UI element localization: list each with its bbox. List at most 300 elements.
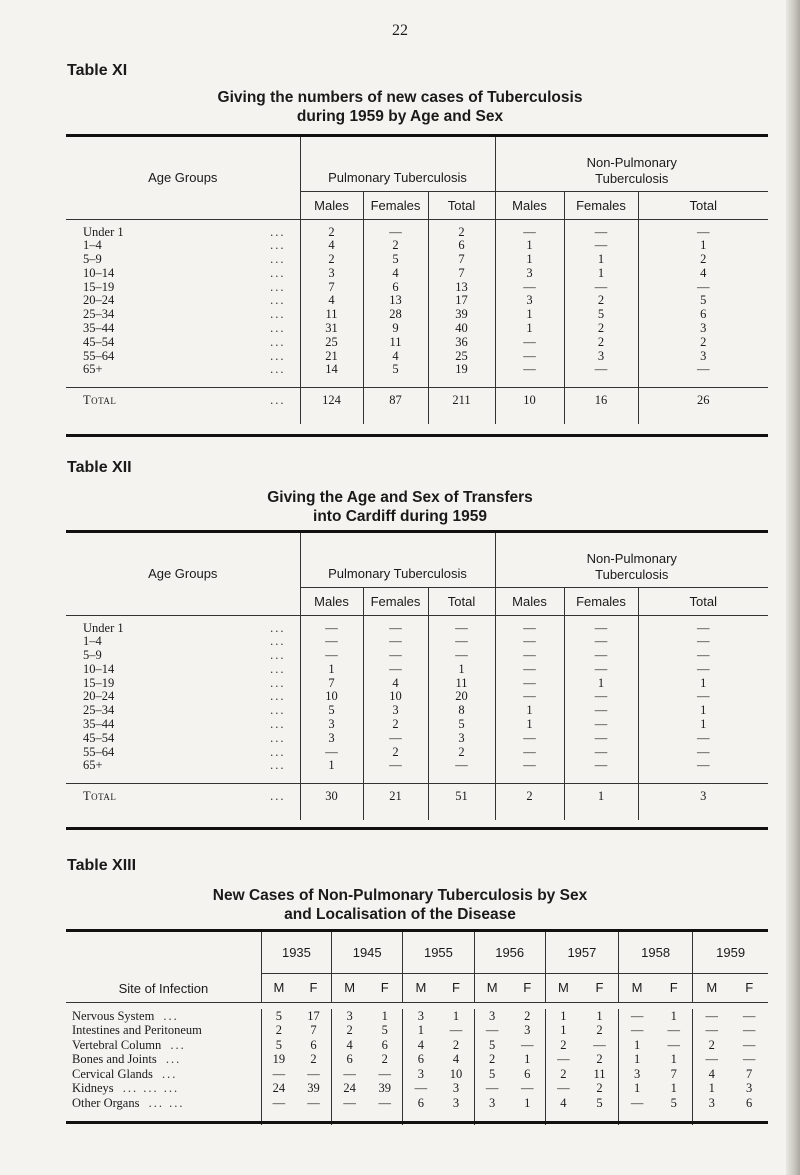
- site-label: Intestines and Peritoneum: [72, 1023, 202, 1037]
- age-group-label: 20–24: [83, 689, 115, 704]
- data-cell: —: [495, 746, 564, 760]
- data-cell: —: [428, 635, 495, 649]
- site-label: Kidneys: [72, 1081, 114, 1095]
- data-cell: 5: [381, 1023, 388, 1037]
- table-row: [66, 1023, 768, 1038]
- data-cell: —: [564, 718, 638, 732]
- page-edge-shadow: [786, 0, 800, 1175]
- data-cell: 5: [428, 718, 495, 732]
- table-row-total: [66, 784, 768, 811]
- data-cell: 4: [332, 1038, 368, 1053]
- data-cell: 5: [474, 1067, 510, 1082]
- table-13-bottom-rule: [66, 1121, 768, 1124]
- data-cell: —: [363, 732, 428, 746]
- site-label: Vertebral Column: [72, 1037, 162, 1052]
- data-cell: 6: [746, 1095, 753, 1110]
- data-cell: —: [564, 690, 638, 704]
- total-cell: 21: [363, 784, 428, 811]
- dots: ...: [270, 321, 286, 336]
- table-12-title-line2: into Cardiff during 1959: [313, 508, 487, 525]
- data-cell: 5: [300, 704, 363, 718]
- year-header: 1959: [693, 932, 768, 973]
- data-cell: 6: [524, 1066, 531, 1081]
- data-cell: 17: [428, 294, 495, 308]
- data-cell: 1: [495, 308, 564, 322]
- table-row: [66, 294, 768, 308]
- data-cell: —: [638, 281, 768, 295]
- data-cell: 7: [746, 1066, 753, 1081]
- data-cell: 7: [300, 677, 363, 691]
- sub-header: Total: [428, 587, 495, 615]
- data-cell: —: [564, 732, 638, 746]
- dots: ...: [162, 1066, 178, 1081]
- site-label: Nervous System: [72, 1008, 155, 1023]
- data-cell: —: [667, 1037, 680, 1052]
- data-cell: —: [300, 746, 363, 760]
- male-col-header: M: [619, 973, 656, 1002]
- table-11-label: Table XI: [67, 62, 128, 79]
- table-12-label: Table XII: [67, 459, 132, 476]
- data-cell: 1: [403, 1023, 439, 1038]
- data-cell: —: [564, 226, 638, 240]
- data-cell: 1: [638, 704, 768, 718]
- data-cell: —: [300, 622, 363, 636]
- data-cell: 2: [564, 294, 638, 308]
- dots: ...: [165, 1052, 182, 1066]
- data-cell: —: [521, 1037, 534, 1052]
- site-of-infection-header: Site of Infection: [118, 980, 209, 996]
- data-cell: —: [403, 1081, 439, 1096]
- data-cell: 8: [428, 704, 495, 718]
- dots: ...: [270, 224, 286, 239]
- data-cell: —: [495, 281, 564, 295]
- sub-header: Males: [495, 587, 564, 615]
- total-cell: 10: [495, 388, 564, 415]
- table-row: [66, 1009, 768, 1024]
- data-cell: 1: [300, 759, 363, 773]
- data-cell: —: [742, 1023, 756, 1037]
- data-cell: 6: [363, 281, 428, 295]
- data-cell: —: [619, 1009, 656, 1024]
- data-cell: 39: [428, 308, 495, 322]
- data-cell: —: [638, 759, 768, 773]
- dots: ...: [270, 279, 286, 294]
- data-cell: —: [428, 759, 495, 773]
- table-row: [66, 746, 768, 760]
- data-cell: 11: [593, 1066, 606, 1081]
- site-label: Cervical Glands: [72, 1066, 153, 1081]
- data-cell: 1: [638, 677, 768, 691]
- year-header: 1957: [545, 932, 618, 973]
- data-cell: 2: [638, 336, 768, 350]
- age-group-label: 65+: [83, 362, 103, 377]
- table-12: [66, 533, 768, 820]
- data-cell: 2: [381, 1052, 388, 1066]
- data-cell: —: [545, 1081, 581, 1096]
- age-group-label: 5–9: [83, 648, 102, 663]
- data-cell: 1: [300, 663, 363, 677]
- total-cell: 3: [638, 784, 768, 811]
- dots: ...: [270, 730, 286, 745]
- data-cell: 3: [300, 267, 363, 281]
- data-cell: 2: [596, 1023, 603, 1037]
- data-cell: 6: [403, 1096, 439, 1111]
- female-col-header: F: [452, 980, 460, 995]
- data-cell: 6: [381, 1037, 388, 1052]
- dots: ... ...: [148, 1095, 185, 1110]
- age-group-label: Under 1: [83, 620, 124, 635]
- data-cell: 1: [693, 1081, 731, 1096]
- dots: ...: [270, 307, 286, 322]
- data-cell: 3: [428, 732, 495, 746]
- year-header: 1955: [403, 932, 474, 973]
- age-group-label: 10–14: [83, 265, 115, 280]
- data-cell: 4: [545, 1096, 581, 1111]
- data-cell: 20: [428, 690, 495, 704]
- age-group-label: 15–19: [83, 675, 115, 690]
- data-cell: 3: [638, 322, 768, 336]
- dots: ...: [270, 265, 286, 280]
- data-cell: 3: [300, 732, 363, 746]
- table-11-title-line2: during 1959 by Age and Sex: [296, 108, 504, 125]
- data-cell: —: [638, 635, 768, 649]
- data-cell: 5: [638, 294, 768, 308]
- data-cell: 2: [564, 336, 638, 350]
- table-11: [66, 137, 768, 424]
- dots: ...: [270, 334, 286, 349]
- data-cell: 1: [495, 239, 564, 253]
- data-cell: —: [378, 1066, 391, 1081]
- sub-header: Total: [638, 191, 768, 219]
- data-cell: 1: [545, 1009, 581, 1024]
- data-cell: 4: [300, 294, 363, 308]
- table-row: [66, 1096, 768, 1111]
- dots: ...: [270, 789, 286, 804]
- total-label: Total: [83, 789, 117, 804]
- data-cell: —: [428, 649, 495, 663]
- data-cell: —: [564, 363, 638, 377]
- total-cell: 124: [300, 388, 363, 415]
- data-cell: 2: [363, 239, 428, 253]
- dots: ...: [270, 758, 286, 773]
- table-row: [66, 322, 768, 336]
- data-cell: 2: [524, 1008, 531, 1023]
- dots: ...: [270, 661, 286, 676]
- total-label: Total: [83, 393, 117, 408]
- total-cell: 211: [428, 388, 495, 415]
- dots: ...: [270, 675, 286, 690]
- data-cell: 4: [638, 267, 768, 281]
- data-cell: 4: [300, 239, 363, 253]
- dots: ...: [270, 703, 286, 718]
- table-row: [66, 336, 768, 350]
- data-cell: 7: [428, 253, 495, 267]
- data-cell: —: [693, 1052, 731, 1067]
- dots: [202, 1023, 222, 1037]
- data-cell: 2: [545, 1067, 581, 1082]
- data-cell: 36: [428, 336, 495, 350]
- table-row: [66, 622, 768, 636]
- year-header: 1958: [619, 932, 693, 973]
- table-12-title-line1: Giving the Age and Sex of Transfers: [267, 489, 533, 506]
- data-cell: 19: [428, 363, 495, 377]
- data-cell: 25: [300, 336, 363, 350]
- data-cell: —: [495, 336, 564, 350]
- data-cell: —: [495, 759, 564, 773]
- table-row: [66, 649, 768, 663]
- data-cell: 31: [300, 322, 363, 336]
- data-cell: 25: [428, 350, 495, 364]
- total-cell: 16: [564, 388, 638, 415]
- data-cell: 3: [564, 350, 638, 364]
- data-cell: —: [564, 704, 638, 718]
- sub-header: Females: [363, 587, 428, 615]
- male-col-header: M: [332, 973, 368, 1002]
- data-cell: 14: [300, 363, 363, 377]
- data-cell: 40: [428, 322, 495, 336]
- dots: ...: [170, 1037, 186, 1052]
- data-cell: 1: [495, 704, 564, 718]
- data-cell: 4: [403, 1038, 439, 1053]
- female-col-header: F: [309, 980, 318, 995]
- data-cell: 3: [403, 1067, 439, 1082]
- total-cell: 51: [428, 784, 495, 811]
- age-group-label: Under 1: [83, 224, 124, 239]
- table-13-title-line2: and Localisation of the Disease: [284, 906, 516, 923]
- data-cell: —: [638, 649, 768, 663]
- data-cell: 1: [670, 1008, 677, 1023]
- data-cell: 2: [452, 1037, 460, 1052]
- data-cell: 3: [474, 1096, 510, 1111]
- table-row: [66, 253, 768, 267]
- sub-header: Females: [564, 587, 638, 615]
- data-cell: 5: [596, 1095, 603, 1110]
- table-row: [66, 281, 768, 295]
- data-cell: 7: [310, 1023, 317, 1037]
- table-row: [66, 350, 768, 364]
- data-cell: —: [428, 622, 495, 636]
- data-cell: —: [638, 622, 768, 636]
- non-pulmonary-header-line1: Non-Pulmonary: [586, 154, 677, 170]
- data-cell: 19: [261, 1052, 296, 1067]
- male-col-header: M: [403, 973, 439, 1002]
- data-cell: 4: [452, 1052, 460, 1066]
- non-pulmonary-header-line2: Tuberculosis: [595, 566, 669, 582]
- total-cell: 1: [564, 784, 638, 811]
- data-cell: —: [638, 663, 768, 677]
- age-group-label: 5–9: [83, 252, 102, 267]
- data-cell: 4: [363, 350, 428, 364]
- sub-header: Total: [428, 191, 495, 219]
- table-row: [66, 1067, 768, 1082]
- data-cell: 3: [638, 350, 768, 364]
- male-col-header: M: [474, 973, 510, 1002]
- data-cell: 3: [363, 704, 428, 718]
- data-cell: 11: [363, 336, 428, 350]
- table-row: [66, 732, 768, 746]
- data-cell: 1: [495, 253, 564, 267]
- dots: ...: [270, 252, 286, 267]
- site-label: Other Organs: [72, 1095, 140, 1110]
- data-cell: 1: [619, 1052, 656, 1067]
- data-cell: 2: [474, 1052, 510, 1067]
- data-cell: 3: [746, 1081, 753, 1095]
- data-cell: 2: [310, 1052, 317, 1066]
- data-cell: 1: [638, 718, 768, 732]
- age-group-label: 15–19: [83, 279, 115, 294]
- dots: ...: [270, 293, 286, 308]
- male-col-header: M: [693, 973, 731, 1002]
- data-cell: 10: [363, 690, 428, 704]
- age-group-label: 35–44: [83, 321, 115, 336]
- dots: ...: [270, 393, 286, 408]
- data-cell: 1: [564, 677, 638, 691]
- data-cell: 1: [564, 267, 638, 281]
- data-cell: 6: [310, 1037, 317, 1052]
- sub-header: Males: [495, 191, 564, 219]
- data-cell: —: [619, 1096, 656, 1111]
- data-cell: 39: [307, 1081, 320, 1095]
- table-13-title-line1: New Cases of Non-Pulmonary Tuberculosis by Sex: [212, 887, 588, 904]
- table-row: [66, 226, 768, 240]
- data-cell: 1: [428, 663, 495, 677]
- data-cell: 3: [300, 718, 363, 732]
- data-cell: 2: [564, 322, 638, 336]
- female-col-header: F: [380, 980, 389, 995]
- data-cell: 2: [332, 1023, 368, 1038]
- data-cell: 5: [670, 1095, 677, 1110]
- data-cell: —: [667, 1023, 680, 1037]
- year-header: 1935: [261, 932, 331, 973]
- age-groups-header: Age Groups: [66, 137, 300, 219]
- table-row: [66, 759, 768, 773]
- female-col-header: F: [523, 980, 532, 995]
- data-cell: —: [307, 1066, 320, 1081]
- data-cell: —: [495, 690, 564, 704]
- data-cell: —: [564, 663, 638, 677]
- data-cell: —: [521, 1081, 534, 1095]
- data-cell: 9: [363, 322, 428, 336]
- data-cell: —: [495, 663, 564, 677]
- data-cell: 13: [363, 294, 428, 308]
- total-cell: 2: [495, 784, 564, 811]
- age-group-label: 55–64: [83, 744, 115, 759]
- dots: ...: [270, 620, 286, 635]
- data-cell: 6: [638, 308, 768, 322]
- data-cell: 3: [495, 267, 564, 281]
- data-cell: —: [495, 649, 564, 663]
- data-cell: 2: [363, 718, 428, 732]
- non-pulmonary-header-line1: Non-Pulmonary: [586, 550, 677, 566]
- data-cell: 1: [524, 1095, 531, 1110]
- data-cell: 3: [452, 1081, 460, 1095]
- age-group-label: 25–34: [83, 703, 115, 718]
- data-cell: —: [495, 732, 564, 746]
- data-cell: 13: [428, 281, 495, 295]
- data-cell: 1: [638, 239, 768, 253]
- data-cell: 1: [619, 1038, 656, 1053]
- data-cell: —: [495, 622, 564, 636]
- data-cell: 3: [403, 1009, 439, 1024]
- data-cell: 7: [670, 1066, 677, 1081]
- age-group-label: 65+: [83, 758, 103, 773]
- data-cell: 3: [452, 1095, 460, 1110]
- data-cell: —: [495, 226, 564, 240]
- data-cell: —: [564, 281, 638, 295]
- male-col-header: M: [545, 973, 581, 1002]
- data-cell: —: [474, 1023, 510, 1038]
- data-cell: —: [261, 1096, 296, 1111]
- data-cell: 2: [428, 226, 495, 240]
- data-cell: —: [449, 1023, 463, 1037]
- female-col-header: F: [595, 980, 604, 995]
- data-cell: 1: [495, 718, 564, 732]
- data-cell: 3: [474, 1009, 510, 1024]
- table-row: [66, 1081, 768, 1096]
- data-cell: 7: [300, 281, 363, 295]
- data-cell: —: [693, 1009, 731, 1024]
- data-cell: 10: [449, 1066, 463, 1081]
- age-group-label: 20–24: [83, 293, 115, 308]
- data-cell: 2: [300, 226, 363, 240]
- data-cell: —: [495, 350, 564, 364]
- data-cell: 6: [428, 239, 495, 253]
- sub-header: Males: [300, 587, 363, 615]
- non-pulmonary-header-line2: Tuberculosis: [595, 170, 669, 186]
- age-group-label: 10–14: [83, 661, 115, 676]
- data-cell: 1: [670, 1081, 677, 1095]
- table-row: [66, 267, 768, 281]
- table-row: [66, 1052, 768, 1067]
- table-row: [66, 690, 768, 704]
- female-col-header: F: [745, 980, 754, 995]
- data-cell: —: [300, 649, 363, 663]
- table-row: [66, 308, 768, 322]
- data-cell: 2: [300, 253, 363, 267]
- data-cell: 3: [619, 1067, 656, 1082]
- pulmonary-header: Pulmonary Tuberculosis: [300, 137, 495, 191]
- data-cell: 2: [545, 1038, 581, 1053]
- data-cell: —: [474, 1081, 510, 1096]
- table-row: [66, 718, 768, 732]
- data-cell: —: [693, 1023, 731, 1038]
- data-cell: 24: [332, 1081, 368, 1096]
- data-cell: 5: [363, 363, 428, 377]
- age-group-label: 45–54: [83, 334, 115, 349]
- data-cell: —: [332, 1096, 368, 1111]
- data-cell: 5: [474, 1038, 510, 1053]
- table-12-bottom-rule: [66, 827, 768, 830]
- data-cell: —: [363, 663, 428, 677]
- data-cell: —: [495, 635, 564, 649]
- dots: ...: [270, 648, 286, 663]
- dots: ...: [270, 634, 286, 649]
- data-cell: 3: [495, 294, 564, 308]
- data-cell: 3: [524, 1023, 531, 1037]
- table-13-label: Table XIII: [67, 857, 137, 874]
- table-row: [66, 663, 768, 677]
- year-header: 1956: [474, 932, 545, 973]
- data-cell: —: [564, 649, 638, 663]
- data-cell: —: [619, 1023, 656, 1038]
- data-cell: 4: [693, 1067, 731, 1082]
- total-cell: 87: [363, 388, 428, 415]
- site-label: Bones and Joints: [72, 1052, 157, 1066]
- data-cell: —: [495, 677, 564, 691]
- data-cell: 1: [619, 1081, 656, 1096]
- data-cell: —: [638, 226, 768, 240]
- data-cell: —: [742, 1008, 756, 1023]
